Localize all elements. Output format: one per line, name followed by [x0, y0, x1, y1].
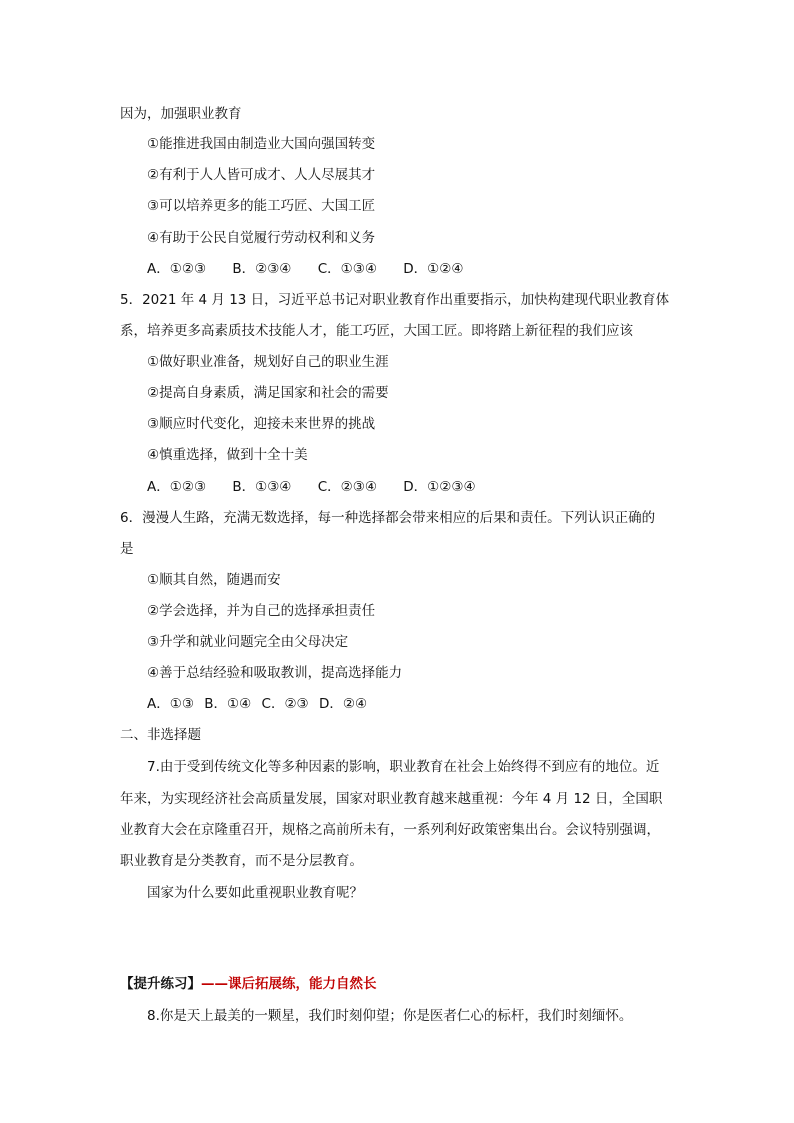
- q5-option-b: B．①③④: [232, 479, 292, 495]
- q4-item-2: ②有利于人人皆可成才、人人尽展其才: [147, 167, 376, 183]
- q6-stem-line-2: 是: [120, 541, 134, 557]
- q6-item-4: ④善于总结经验和吸取教训，提高选择能力: [147, 665, 403, 681]
- q5-item-2: ②提高自身素质，满足国家和社会的需要: [147, 385, 389, 401]
- q6-item-3: ③升学和就业问题完全由父母决定: [147, 634, 349, 650]
- q5-item-4: ④慎重选择，做到十全十美: [147, 447, 308, 463]
- q5-item-3: ③顺应时代变化，迎接未来世界的挑战: [147, 416, 376, 432]
- q7-question: 国家为什么要如此重视职业教育呢？: [147, 885, 363, 901]
- q7-line-4: 职业教育是分类教育，而不是分层教育。: [120, 853, 363, 869]
- q6-item-2: ②学会选择，并为自己的选择承担责任: [147, 603, 376, 619]
- practice-heading: [120, 974, 377, 994]
- q5-stem-line-2: 系，培养更多高素质技术技能人才，能工巧匠，大国工匠。即将踏上新征程的我们应该: [120, 323, 633, 339]
- q5-item-1: ①做好职业准备，规划好自己的职业生涯: [147, 354, 389, 370]
- q5-options: [147, 477, 498, 497]
- q5-stem-line-1: 5．2021 年 4 月 13 日，习近平总书记对职业教育作出重要指示，加快构建现代职业教育体: [120, 292, 670, 308]
- q4-option-b: B．②③④: [232, 261, 292, 277]
- q4-item-1: ①能推进我国由制造业大国向强国转变: [147, 136, 376, 152]
- q7-line-3: 业教育大会在京隆重召开，规格之高前所未有，一系列利好政策密集出台。会议特别强调，: [120, 822, 660, 838]
- practice-label: 【提升练习】: [120, 976, 201, 992]
- q6-stem-line-1: 6．漫漫人生路，充满无数选择，每一种选择都会带来相应的后果和责任。下列认识正确的: [120, 510, 656, 526]
- q4-option-d: D．①②④: [403, 261, 464, 277]
- practice-subtitle: ——课后拓展练，能力自然长: [201, 976, 377, 992]
- q6-option-c: C．②③: [261, 696, 309, 712]
- q6-option-a: A．①③: [147, 696, 194, 712]
- q4-option-c: C．①③④: [317, 261, 377, 277]
- q4-item-3: ③可以培养更多的能工巧匠、大国工匠: [147, 198, 376, 214]
- q6-option-b: B．①④: [204, 696, 252, 712]
- q4-item-4: ④有助于公民自觉履行劳动权利和义务: [147, 230, 376, 246]
- q8-line-1: 8.你是天上最美的一颗星，我们时刻仰望；你是医者仁心的标杆，我们时刻缅怀。: [147, 1008, 633, 1024]
- q4-option-a: A．①②③: [147, 261, 207, 277]
- q6-option-d: D．②④: [318, 696, 368, 712]
- q5-option-c: C．②③④: [317, 479, 377, 495]
- q4-stem-tail: 因为，加强职业教育: [120, 106, 242, 122]
- q7-line-1: 7.由于受到传统文化等多种因素的影响，职业教育在社会上始终得不到应有的地位。近: [147, 759, 660, 775]
- q4-options: [147, 259, 485, 279]
- q5-option-a: A．①②③: [147, 479, 207, 495]
- q6-item-1: ①顺其自然，随遇而安: [147, 572, 281, 588]
- section-heading-non-choice: 二、非选择题: [120, 727, 201, 743]
- q6-options: [147, 694, 373, 714]
- q5-option-d: D．①②③④: [403, 479, 476, 495]
- q7-line-2: 年来，为实现经济社会高质量发展，国家对职业教育越来越重视：今年 4 月 12 日，全国职: [120, 791, 663, 807]
